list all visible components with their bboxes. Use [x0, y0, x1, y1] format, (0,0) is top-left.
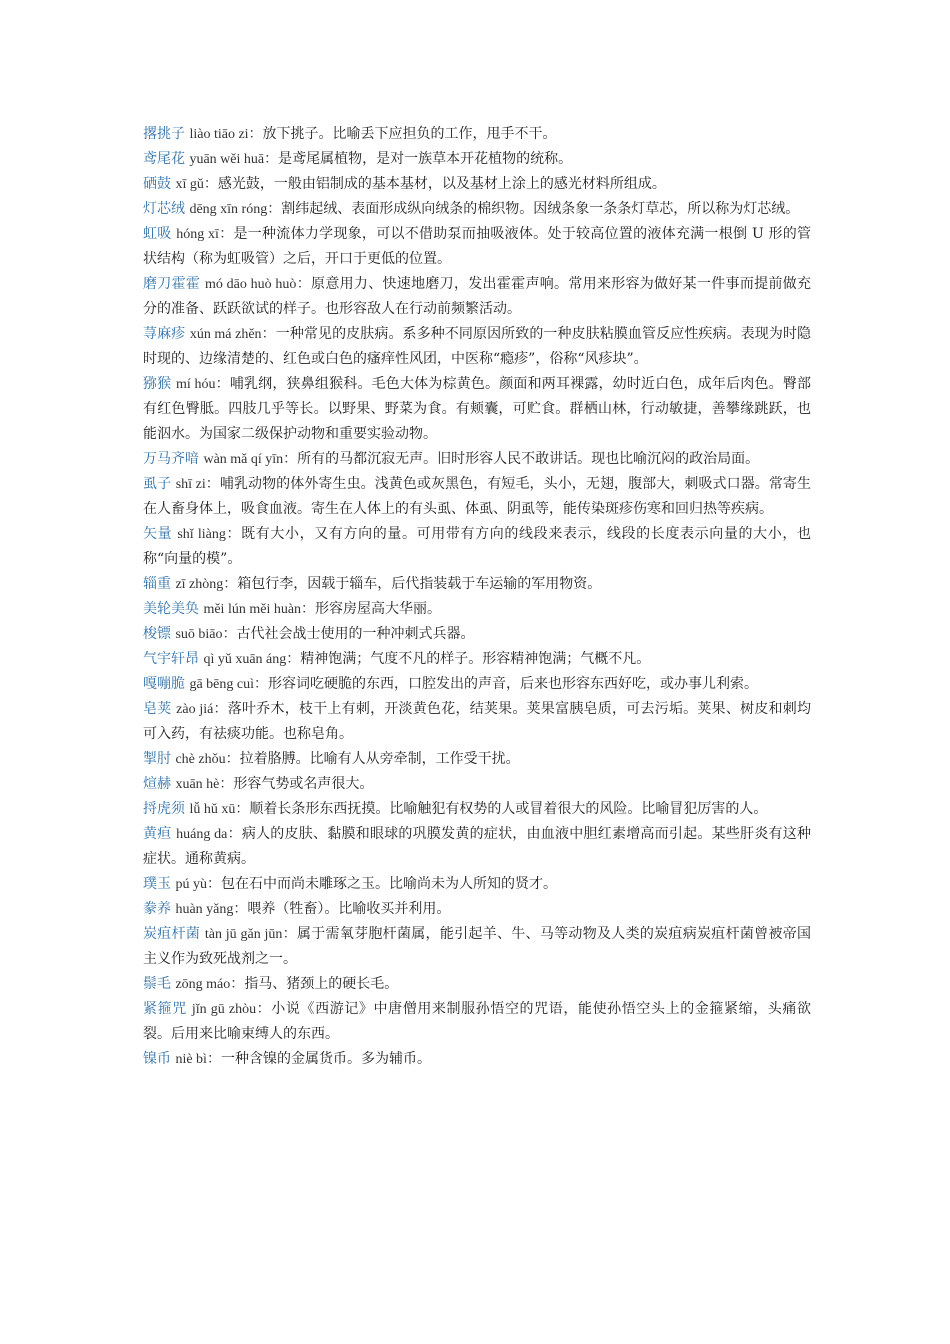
- entry-pinyin: mó dāo huò huò: [204, 277, 297, 292]
- entry-term: 美轮美奂: [143, 601, 199, 617]
- entry-separator: ：: [267, 201, 282, 217]
- entry-pinyin: xún má zhěn: [189, 327, 262, 342]
- entry-term: 捋虎须: [143, 801, 185, 817]
- entry-separator: ：: [264, 151, 279, 167]
- entry-definition: 落叶乔木，枝干上有刺，开淡黄色花，结荚果。荚果富胰皂质，可去污垢。荚果、树皮和刺均可入药，有祛痰功能。也称皂角。: [143, 701, 812, 742]
- glossary-entry: [143, 122, 811, 147]
- glossary-entry: [143, 697, 811, 747]
- entry-definition: 拉着胳膊。比喻有人从旁牵制，工作受干扰。: [239, 751, 520, 767]
- entry-pinyin: huáng da: [176, 827, 228, 842]
- glossary-entry: [143, 772, 811, 797]
- entry-definition: 既有大小，又有方向的量。可用带有方向的线段来表示，线段的长度表示向量的大小，也称“向量的模”。: [143, 526, 812, 567]
- entry-definition: 哺乳动物的体外寄生虫。浅黄色或灰黑色，有短毛，头小，无翅，腹部大，刺吸式口器。常寄生在人畜身体上，吸食血液。寄生在人体上的有头虱、体虱、阴虱等，能传染斑疹伤寒和回归热等疾病。: [143, 476, 812, 517]
- glossary-entry: [143, 622, 811, 647]
- entry-definition: 古代社会战士使用的一种冲刺式兵器。: [236, 626, 475, 642]
- entry-term: 黄疸: [143, 826, 172, 842]
- entry-pinyin: xuān hè: [175, 777, 220, 792]
- entry-definition: 包在石中而尚未雕琢之玉。比喻尚未为人所知的贤才。: [220, 876, 557, 892]
- glossary-entry: [143, 197, 811, 222]
- entry-separator: ：: [248, 126, 263, 142]
- entry-term: 矢量: [143, 526, 173, 542]
- entry-definition: 喂养（牲畜）。比喻收买并利用。: [247, 901, 451, 917]
- entry-pinyin: chè zhǒu: [175, 752, 226, 767]
- glossary-entry: [143, 672, 811, 697]
- entry-pinyin: tàn jū gǎn jūn: [204, 927, 283, 942]
- entry-pinyin: zōng máo: [175, 977, 231, 992]
- entry-definition: 感光鼓，一般由铝制成的基本基材，以及基材上涂上的感光材料所组成。: [217, 176, 666, 192]
- entry-pinyin: dēng xīn róng: [189, 202, 268, 217]
- entry-pinyin: suō biāo: [175, 627, 223, 642]
- entry-separator: ：: [253, 676, 268, 692]
- entry-pinyin: huàn yǎng: [175, 902, 234, 917]
- glossary-entry: [143, 447, 811, 472]
- entry-definition: 割纬起绒、表面形成纵向绒条的棉织物。因绒条象一条条灯草芯，所以称为灯芯绒。: [281, 201, 800, 217]
- glossary-entry: [143, 272, 811, 322]
- entry-term: 荨麻疹: [143, 326, 186, 342]
- glossary-entry: [143, 472, 811, 522]
- entry-separator: ：: [230, 976, 245, 992]
- entry-separator: ：: [223, 576, 238, 592]
- entry-term: 鸢尾花: [143, 151, 185, 167]
- entry-pinyin: měi lún měi huàn: [203, 602, 302, 617]
- entry-definition: 病人的皮肤、黏膜和眼球的巩膜发黄的症状，由血液中胆红素增高而引起。某些肝炎有这种症状。通称黄病。: [143, 826, 812, 867]
- entry-term: 璞玉: [143, 876, 171, 892]
- entry-separator: ：: [222, 626, 237, 642]
- entry-separator: ：: [206, 876, 221, 892]
- glossary-entry: [143, 572, 811, 597]
- entry-definition: 是鸢尾属植物，是对一族草本开花植物的统称。: [278, 151, 573, 167]
- entry-definition: 所有的马都沉寂无声。旧时形容人民不敢讲话。现也比喻沉闷的政治局面。: [297, 451, 760, 467]
- entry-pinyin: hóng xī: [176, 227, 219, 242]
- entry-pinyin: zī zhòng: [175, 577, 224, 592]
- entry-separator: ：: [213, 701, 228, 717]
- entry-separator: ：: [296, 276, 312, 292]
- entry-term: 紧箍咒: [143, 1001, 187, 1017]
- glossary-entry: [143, 747, 811, 772]
- entry-separator: ：: [225, 751, 240, 767]
- entry-definition: 小说《西游记》中唐僧用来制服孙悟空的咒语，能使孙悟空头上的金箍紧缩，头痛欲裂。后用来比喻束缚人的东西。: [143, 1001, 812, 1042]
- entry-term: 掣肘: [143, 751, 171, 767]
- entry-separator: ：: [233, 901, 248, 917]
- entry-pinyin: jǐn gū zhòu: [191, 1002, 257, 1017]
- entry-definition: 属于需氧芽胞杆菌属，能引起羊、牛、马等动物及人类的炭疽病炭疽杆菌曾被帝国主义作为致死战剂之一。: [143, 926, 812, 967]
- entry-separator: ：: [225, 526, 242, 542]
- glossary-entry: [143, 872, 811, 897]
- glossary-entry: [143, 147, 811, 172]
- glossary-entry: [143, 322, 811, 372]
- entry-definition: 哺乳纲，狭鼻组猴科。毛色大体为棕黄色。颜面和两耳裸露，幼时近白色，成年后肉色。臀部有红色臀胝。四肢几乎等长。以野果、野菜为食。有颊囊，可贮食。群栖山林，行动敏捷，善攀缘跳跃，也能泅水。为国家二级保护动物和重要实验动物。: [143, 376, 812, 442]
- entry-separator: ：: [215, 376, 230, 392]
- glossary-entry: [143, 522, 811, 572]
- entry-definition: 形容房屋高大华丽。: [315, 601, 442, 617]
- entry-separator: ：: [219, 776, 234, 792]
- entry-pinyin: qì yǔ xuān áng: [203, 652, 287, 667]
- entry-term: 猕猴: [143, 376, 172, 392]
- entry-definition: 一种常见的皮肤病。系多种不同原因所致的一种皮肤粘膜血管反应性疾病。表现为时隐时现的、边缘清楚的、红色或白色的瘙痒性风团，中医称“瘾疹”，俗称“风疹块”。: [143, 326, 812, 367]
- glossary-entry: [143, 1047, 811, 1072]
- entry-definition: 指马、猪颈上的硬长毛。: [244, 976, 399, 992]
- entry-term: 镍币: [143, 1051, 171, 1067]
- entry-separator: ：: [203, 176, 218, 192]
- entry-pinyin: gā bēng cuì: [189, 677, 254, 692]
- entry-term: 灯芯绒: [143, 201, 185, 217]
- entry-term: 气宇轩昂: [143, 651, 199, 667]
- glossary-entry: [143, 897, 811, 922]
- glossary-entry: [143, 597, 811, 622]
- entry-term: 万马齐喑: [143, 451, 199, 467]
- entry-pinyin: liào tiāo zi: [189, 127, 249, 142]
- entry-term: 煊赫: [143, 776, 171, 792]
- entry-term: 撂挑子: [143, 126, 185, 142]
- entry-term: 嘎嘣脆: [143, 676, 185, 692]
- entry-separator: ：: [227, 826, 242, 842]
- entry-term: 皂荚: [143, 701, 172, 717]
- entry-pinyin: pú yù: [175, 877, 207, 892]
- entry-term: 虱子: [143, 476, 172, 492]
- entry-term: 豢养: [143, 901, 171, 917]
- entry-term: 梭镖: [143, 626, 171, 642]
- glossary-entry: [143, 972, 811, 997]
- entry-separator: ：: [206, 1051, 221, 1067]
- entry-separator: ：: [283, 451, 298, 467]
- entry-definition: 一种含镍的金属货币。多为辅币。: [220, 1051, 431, 1067]
- entry-term: 辎重: [143, 576, 171, 592]
- glossary-entry: [143, 922, 811, 972]
- entry-definition: 顺着长条形东西抚摸。比喻触犯有权势的人或冒着很大的风险。比喻冒犯厉害的人。: [249, 801, 768, 817]
- glossary-page: [143, 122, 811, 1072]
- entry-separator: ：: [286, 651, 301, 667]
- glossary-entry: [143, 172, 811, 197]
- entry-pinyin: zào jiá: [176, 702, 214, 717]
- entry-pinyin: niè bì: [175, 1052, 207, 1067]
- glossary-entry: [143, 822, 811, 872]
- glossary-entry: [143, 372, 811, 447]
- entry-separator: ：: [256, 1001, 272, 1017]
- entry-term: 鬃毛: [143, 976, 171, 992]
- entry-pinyin: wàn mǎ qí yīn: [203, 452, 284, 467]
- glossary-entry: [143, 997, 811, 1047]
- glossary-entry: [143, 797, 811, 822]
- entry-separator: ：: [235, 801, 250, 817]
- entry-definition: 原意用力、快速地磨刀，发出霍霍声响。常用来形容为做好某一件事而提前做充分的准备、跃跃欲试的样子。也形容敌人在行动前频繁活动。: [143, 276, 812, 317]
- entry-separator: ：: [205, 476, 220, 492]
- entry-pinyin: mí hóu: [176, 377, 216, 392]
- entry-term: 炭疽杆菌: [143, 926, 201, 942]
- entry-definition: 放下挑子。比喻丢下应担负的工作，甩手不干。: [262, 126, 557, 142]
- entry-definition: 形容词吃硬脆的东西，口腔发出的声音，后来也形容东西好吃，或办事儿利索。: [267, 676, 758, 692]
- entry-pinyin: yuān wěi huā: [189, 152, 265, 167]
- entry-definition: 形容气势或名声很大。: [233, 776, 374, 792]
- entry-definition: 箱包行李，因载于辎车，后代指装载于车运输的军用物资。: [237, 576, 602, 592]
- entry-definition: 精神饱满；气度不凡的样子。形容精神饱满；气概不凡。: [300, 651, 651, 667]
- entry-definition: 是一种流体力学现象，可以不借助泵而抽吸液体。处于较高位置的液体充满一根倒 U 形的管状结构（称为虹吸管）之后，开口于更低的位置。: [143, 226, 812, 267]
- entry-separator: ：: [282, 926, 297, 942]
- entry-separator: ：: [261, 326, 276, 342]
- glossary-entry: [143, 647, 811, 672]
- entry-pinyin: shī zi: [175, 477, 206, 492]
- glossary-entry: [143, 222, 811, 272]
- entry-term: 硒鼓: [143, 176, 171, 192]
- entry-term: 虹吸: [143, 226, 172, 242]
- entry-pinyin: shǐ liàng: [177, 527, 226, 542]
- entry-term: 磨刀霍霍: [143, 276, 201, 292]
- entry-separator: ：: [301, 601, 316, 617]
- entry-pinyin: lǚ hǔ xū: [189, 802, 236, 817]
- entry-separator: ：: [218, 226, 234, 242]
- entry-pinyin: xī gǔ: [175, 177, 204, 192]
